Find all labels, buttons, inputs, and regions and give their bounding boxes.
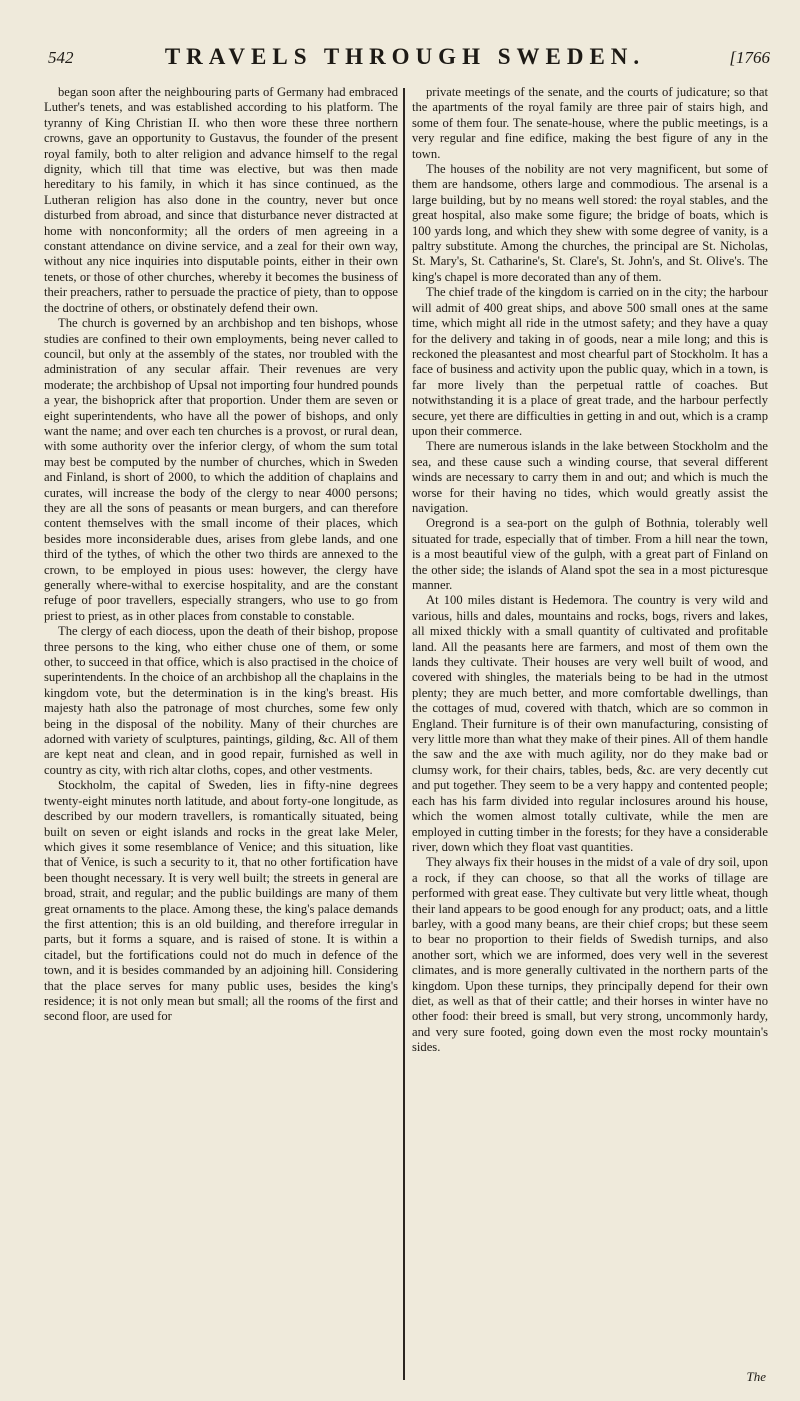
paragraph: The houses of the nobility are not very magnificent, but some of them are handsome, others large and commodious. The arsenal is a large building, but by no means well stored: the royal stables, and the great hospital, also make some figure; the bridge of boats, which is 100 yards long, and which they shew with some degree of vanity, is a paltry substitute. Among the churches, the principal are St. Nicholas, St. Mary's, St. Catharine's, St. Clare's, St. John's, and St. Olive's. The king's chapel is more decorated than any of them.: [412, 162, 768, 284]
header-bracket-mark: [1766: [729, 48, 770, 67]
right-column: [412, 85, 768, 1385]
page-number: 542: [48, 48, 74, 67]
paragraph: They always fix their houses in the midst of a vale of dry soil, upon a rock, if they can choose, so that all the works of tillage are performed with great ease. They cultivate but very little wheat, though their land appears to be good enough for any product; oats, and a little barley, with a good many beans, are their chief crops; but these seem to bear no proportion to their fields of Swedish turnips, and also another sort, which we are informed, does very well in the severest climates, and is more generally cultivated in the northern parts of the kingdom. Upon these turnips, they principally depend for their own diet, as well as that of their cattle; and their horses in winter have no other food: their breed is small, but very strong, uncommonly hardy, and very sure footed, going down even the most rocky mountain's sides.: [412, 855, 768, 1055]
page-header: [40, 38, 770, 78]
column-divider: [403, 88, 405, 1380]
paragraph: There are numerous islands in the lake between Stockholm and the sea, and these cause such a winding course, that several different winds are necessary to carry them in and out; and which is much the worse for their having no tides, which would greatly assist the navigation.: [412, 439, 768, 515]
paragraph: The church is governed by an archbishop and ten bishops, whose studies are confined to their own employments, being never called to council, but only at the assembly of the states, nor troubled with the administration of any secular affair. Their revenues are very moderate; the archbishop of Upsal not importing four hundred pounds a year, the bishoprick after that proportion. Under them are seven or eight superintendents, who have all the power of bishops, and only want the name; and over each ten churches is a provost, or rural dean, with some authority over the inferior clergy, of whom the sum total may best be computed by the number of churches, which in Sweden and Finland, is short of 2000, to which the addition of chaplains and curates, will increase the body of the clergy to near 4000 persons; they are all the sons of peasants or mean burgers, and can therefore content themselves with the small income of their places, which besides more inconsiderable dues, arises from glebe lands, and one third of the tythes, of which the other two thirds are annexed to the crown, to be employed in pious uses: however, the clergy have generally where-withal to exercise hospitality, and are the constant refuge of poor travellers, especially strangers, who use to go from priest to priest, as in other places from constable to constable.: [44, 316, 398, 623]
paragraph: The chief trade of the kingdom is carried on in the city; the harbour will admit of 400 great ships, and above 500 small ones at the same time, which might all ride in the utmost safety; and they have a quay for the delivery and taking in of goods, near a mile long; and this is reckoned the pleasantest and most chearful part of Stockholm. It has a face of business and activity upon the public quay, which in a town, is far more lively than the perpetual rattle of coaches. But notwithstanding it is a place of great trade, and the harbour perfectly secure, yet there are difficulties in getting in and out, which is a cramp upon their commerce.: [412, 285, 768, 438]
paragraph: At 100 miles distant is Hedemora. The country is very wild and various, hills and dales, mountains and rocks, bogs, rivers and lakes, all mixed thickly with a small quantity of cultivated and profitable land. All the peasants here are farmers, and most of them own the lands they cultivate. Their houses are very well built of wood, and covered with shingles, the materials being to be had in the utmost plenty; they are much better, and more comfortable dwellings, than the cottages of mud, covered with thatch, which are so common in England. Their furniture is of their own manufacturing, consisting of very little more than what they make of their pines. All of them handle the saw and the axe with much agility, nor do they make bad or clumsy work, for their chairs, tables, beds, &c. are very decently cut and put together. They seem to be a very happy and contented people; each has his farm divided into regular inclosures around his house, which the women almost totally cultivate, while the men are employed in cutting timber in the forests; for they have a considerable river, down which they float vast quantities.: [412, 593, 768, 854]
paragraph: Stockholm, the capital of Sweden, lies in fifty-nine degrees twenty-eight minutes north latitude, and about forty-one longitude, as described by our modern travellers, is romantically situated, being built on seven or eight islands and rocks in the great lake Meler, which gives it some resemblance of Venice; and this situation, like that of Venice, is such a security to it, that no other fortification have been thought necessary. It is very well built; the streets in general are broad, strait, and regular; and the public buildings are many of them great ornaments to the place. Among these, the king's palace demands the first attention; this is an old building, and therefore irregular in parts, but it forms a square, and is raised of stone. It is within a citadel, but the fortifications could not do much in defence of the town, and it is besides commanded by an adjoining hill. Considering that the place serves for many public uses, besides the king's residence; it is not only mean but small; all the rooms of the first and second floor, are used for: [44, 778, 398, 1024]
catchword: The: [746, 1369, 766, 1384]
paragraph: Oregrond is a sea-port on the gulph of Bothnia, tolerably well situated for trade, especially that of timber. From a hill near the town, is a most beautiful view of the gulph, with a great part of Finland on the other side; the islands of Aland spot the sea in a most picturesque manner.: [412, 516, 768, 592]
paragraph: private meetings of the senate, and the courts of judicature; so that the apartments of the royal family are three pair of stairs high, and some of them four. The senate-house, where the public meetings, is a very regular and fine edifice, making the best figure of any in the town.: [412, 85, 768, 161]
running-title: TRAVELS THROUGH SWEDEN.: [164, 44, 646, 69]
paragraph: The clergy of each diocess, upon the death of their bishop, propose three persons to the king, who either chuse one of them, or some other, to succeed in that office, which is also practised in the choice of superintendents. In the choice of an archbishop all the chaplains in the kingdom vote, but the determination is in the king's breast. His majesty hath also the patronage of most churches, some few only being in the disposal of the nobility. Many of their churches are adorned with variety of sculptures, paintings, gilding, &c. All of them are kept neat and clean, and in good repair, furnished as well in country as city, with rich altar cloths, copes, and other vestments.: [44, 624, 398, 777]
paragraph: began soon after the neighbouring parts of Germany had embraced Luther's tenets, and was established according to his platform. The tyranny of King Christian II. who then wore these three northern crowns, gave an opportunity to Gustavus, the founder of the present royal family, both to alter religion and advance himself to the regal dignity, which till that time was elective, but was then made hereditary to his family, in which it has since continued, as the Lutheran religion has also done in the country, never but once disturbed from abroad, and since that disturbance never distracted at home with nonconformity; all the orders of men agreeing in a constant attendance on divine service, and a zeal for their own way, without any nice inquiries into disputable points, either in their own tenets, or those of other churches, whereby it becomes the business of their preachers, rather to persuade the practice of piety, than to oppose the doctrine of others, or obstinately defend their own.: [44, 85, 398, 315]
left-column: [44, 85, 398, 1385]
